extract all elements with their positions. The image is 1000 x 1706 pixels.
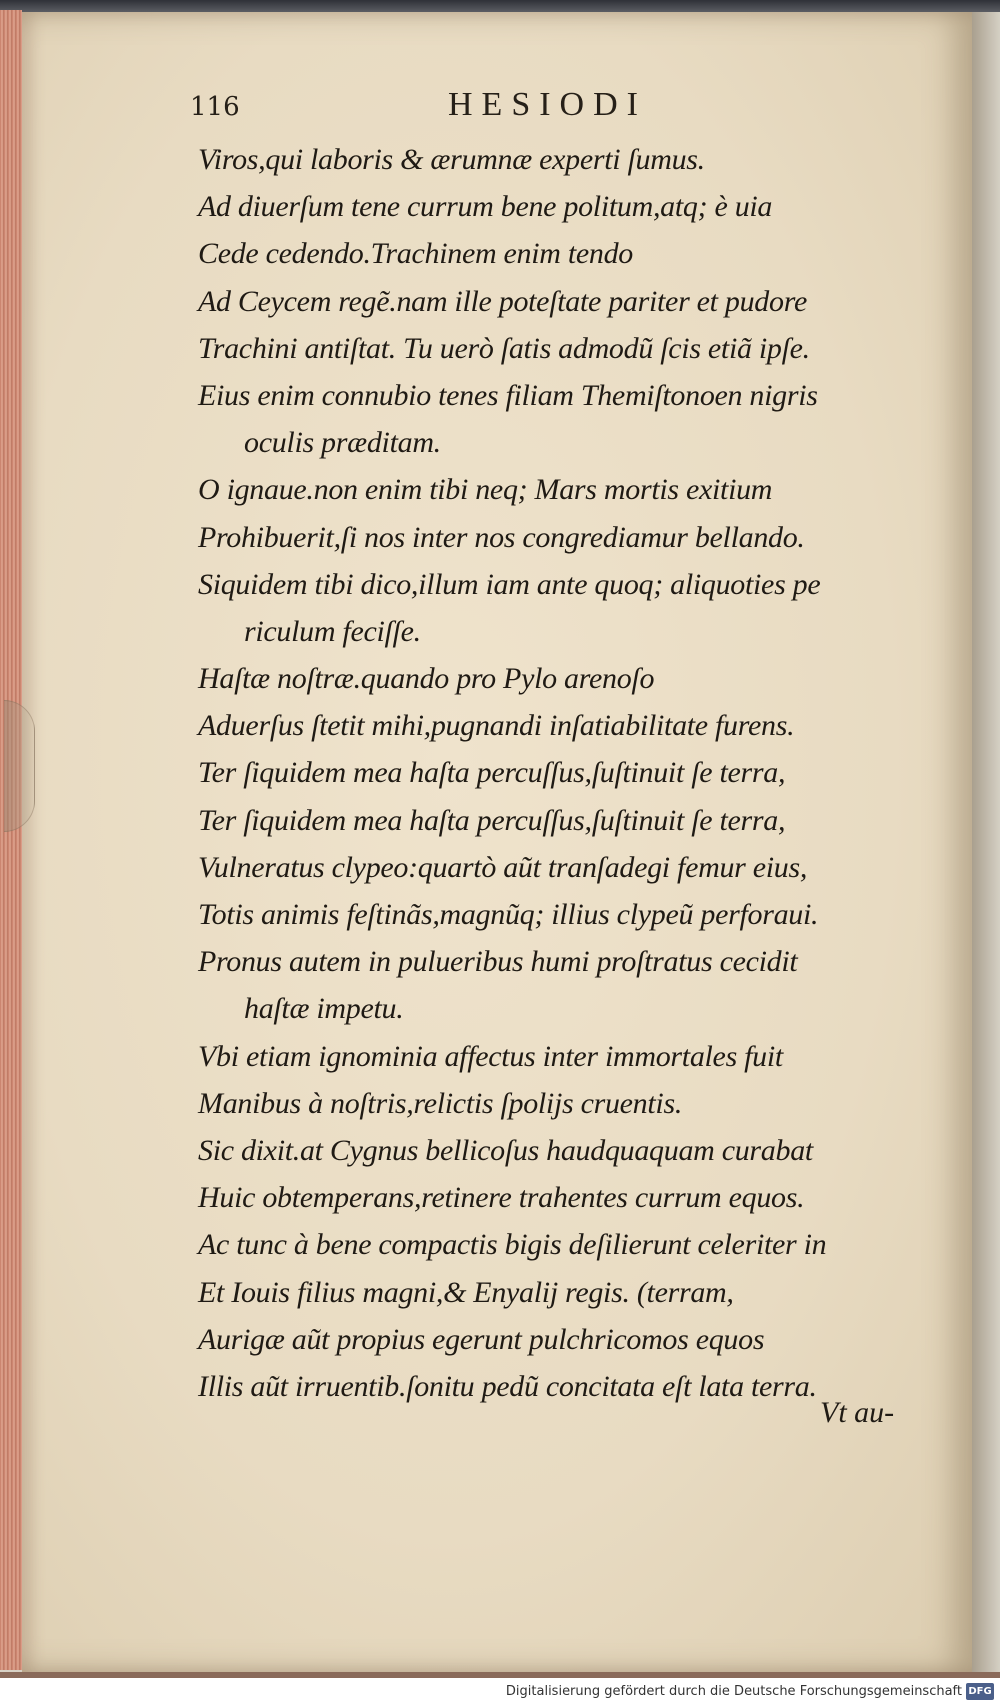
text-line: haſtæ impetu. (244, 992, 404, 1026)
text-line: Aurigæ aũt propius egerunt pulchricomos equos (198, 1322, 765, 1356)
text-line: Illis aũt irruentib.ſonitu pedũ concitata eſt lata terra. (198, 1369, 817, 1403)
catchword: Vt au- (820, 1396, 895, 1429)
verse-text (198, 136, 958, 1410)
text-line: Ter ſiquidem mea haſta percuſſus,ſuſtinuit ſe terra, (198, 756, 786, 790)
text-line: Prohibuerit,ſi nos inter nos congrediamur bellando. (198, 520, 805, 554)
text-line: Ad diuerſum tene currum bene politum,atq; è uia (198, 190, 773, 224)
text-line: Ac tunc à bene compactis bigis deſilierunt celeriter in (198, 1228, 827, 1262)
text-line: Vbi etiam ignominia affectus inter immortales fuit (198, 1039, 783, 1073)
book-gutter (972, 12, 1000, 1672)
text-line: riculum feciſſe. (244, 614, 421, 648)
running-title: HESIODI (448, 86, 647, 123)
text-line: Aduerſus ſtetit mihi,pugnandi inſatiabilitate furens. (198, 709, 795, 743)
binding-clip (4, 700, 35, 832)
text-line: Huic obtemperans,retinere trahentes currum equos. (198, 1181, 805, 1215)
page-header (190, 86, 750, 132)
text-line: Siquidem tibi dico,illum iam ante quoq; aliquoties pe (198, 567, 821, 601)
text-line: Et Iouis filius magni,& Enyalij regis. (terram, (198, 1275, 734, 1309)
text-line: Totis animis feſtinãs,magnũq; illius clypeũ perforaui. (198, 898, 819, 931)
text-line: Manibus à noſtris,relictis ſpolijs cruentis. (198, 1086, 683, 1120)
page-number: 116 (190, 92, 240, 122)
page-edges (0, 10, 22, 1670)
text-line: Cede cedendo.Trachinem enim tendo (198, 237, 633, 271)
text-line: Eius enim connubio tenes filiam Themiſtonoen nigris (198, 378, 818, 412)
footer-credit: Digitalisierung gefördert durch die Deutsche Forschungsgemeinschaft (505, 1684, 962, 1699)
text-line: Ad Ceycem regẽ.nam ille poteſtate pariter et pudore (198, 284, 807, 318)
text-line: Trachini antiſtat. Tu uerò ſatis admodũ ſcis etiã ipſe. (198, 331, 810, 365)
text-line: Viros,qui laboris & ærumnæ experti ſumus. (198, 143, 705, 176)
text-line: Sic dixit.at Cygnus bellicoſus haudquaquam curabat (198, 1133, 813, 1167)
text-line: Haſtæ noſtræ.quando pro Pylo arenoſo (198, 662, 655, 696)
text-line: Ter ſiquidem mea haſta percuſſus,ſuſtinuit ſe terra, (198, 803, 786, 837)
text-line: Vulneratus clypeo:quartò aũt tranſadegi femur eius, (198, 850, 808, 884)
text-line: O ignaue.non enim tibi neq; Mars mortis exitium (198, 473, 773, 507)
text-line: oculis præditam. (244, 426, 441, 460)
text-line: Pronus autem in pulueribus humi proſtratus cecidit (198, 945, 798, 979)
book-cover-edge (0, 0, 1000, 12)
dfg-logo: DFG (966, 1683, 994, 1700)
